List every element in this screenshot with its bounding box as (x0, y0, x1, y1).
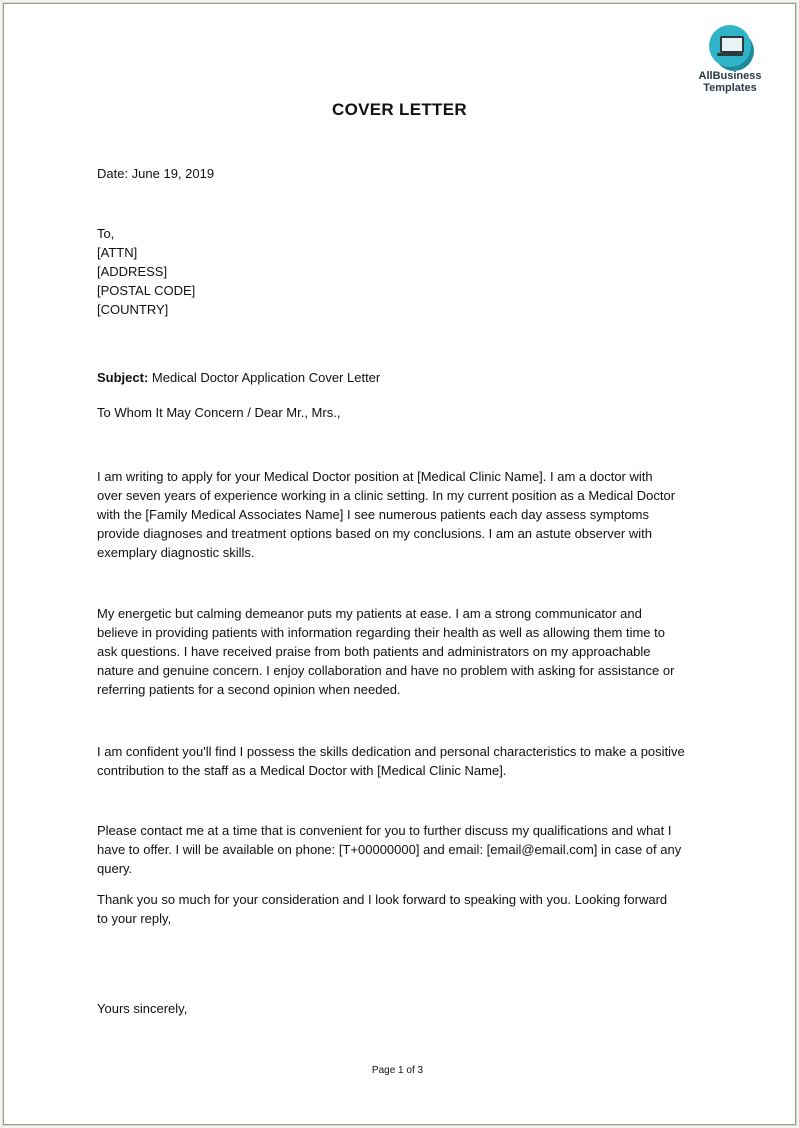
recipient-address (97, 224, 195, 319)
paragraph-line: with the [Family Medical Associates Name] I see numerous patients each day assess symptoms (97, 507, 650, 522)
subject-text: Medical Doctor Application Cover Letter (148, 370, 381, 385)
body-paragraph (97, 821, 681, 878)
paragraph-line: contribution to the staff as a Medical Doctor with [Medical Clinic Name]. (97, 763, 507, 778)
paragraph-line: believe in providing patients with information regarding their health as well as allowing them time to (97, 625, 665, 640)
paragraph-line: I am confident you'll find I possess the skills dedication and personal characteristics to make a positive (97, 744, 685, 759)
logo-text (692, 70, 768, 94)
paragraph-line: Please contact me at a time that is convenient for you to further discuss my qualifications and what I (97, 823, 672, 838)
address-line: [ADDRESS] (97, 264, 168, 279)
paragraph-line: provide diagnoses and treatment options based on my conclusions. I am an astute observer with (97, 526, 652, 541)
paragraph-line: I am writing to apply for your Medical Doctor position at [Medical Clinic Name]. I am a doctor with (97, 469, 653, 484)
paragraph-line: referring patients for a second opinion when needed. (97, 682, 401, 697)
logo-line2: Templates (703, 82, 757, 94)
page-number: Page 1 of 3 (371, 1065, 424, 1076)
address-line: [COUNTRY] (97, 302, 169, 317)
document-title: COVER LETTER (332, 100, 467, 119)
subject-line (97, 368, 380, 387)
body-paragraph (97, 742, 685, 780)
salutation: To Whom It May Concern / Dear Mr., Mrs., (97, 405, 341, 420)
paragraph-line: to your reply, (97, 911, 172, 926)
paragraph-line: over seven years of experience working in a clinic setting. In my current position as a Medical Doctor (97, 488, 676, 503)
allbusiness-templates-logo (692, 25, 768, 94)
date-line: Date: June 19, 2019 (97, 166, 215, 181)
paragraph-line: ask questions. I have received praise from both patients and administrators on my approachable (97, 644, 651, 659)
laptop-icon (709, 25, 751, 67)
body-paragraph (97, 890, 667, 928)
body-paragraph (97, 604, 674, 699)
logo-line1: AllBusiness (698, 70, 762, 82)
paragraph-line: query. (97, 861, 133, 876)
paragraph-line: nature and genuine concern. I enjoy collaboration and have no problem with asking for assistance or (97, 663, 675, 678)
paragraph-line: Thank you so much for your consideration and I look forward to speaking with you. Looking forward (97, 892, 668, 907)
closing: Yours sincerely, (97, 1001, 188, 1016)
body-paragraph (97, 467, 675, 562)
subject-label: Subject: (97, 370, 149, 385)
address-line: [POSTAL CODE] (97, 283, 196, 298)
paragraph-line: exemplary diagnostic skills. (97, 545, 255, 560)
address-line: To, (97, 226, 115, 241)
paragraph-line: have to offer. I will be available on phone: [T+00000000] and email: [email@email.com] in case of any (97, 842, 682, 857)
paragraph-line: My energetic but calming demeanor puts my patients at ease. I am a strong communicator and (97, 606, 642, 621)
address-line: [ATTN] (97, 245, 138, 260)
